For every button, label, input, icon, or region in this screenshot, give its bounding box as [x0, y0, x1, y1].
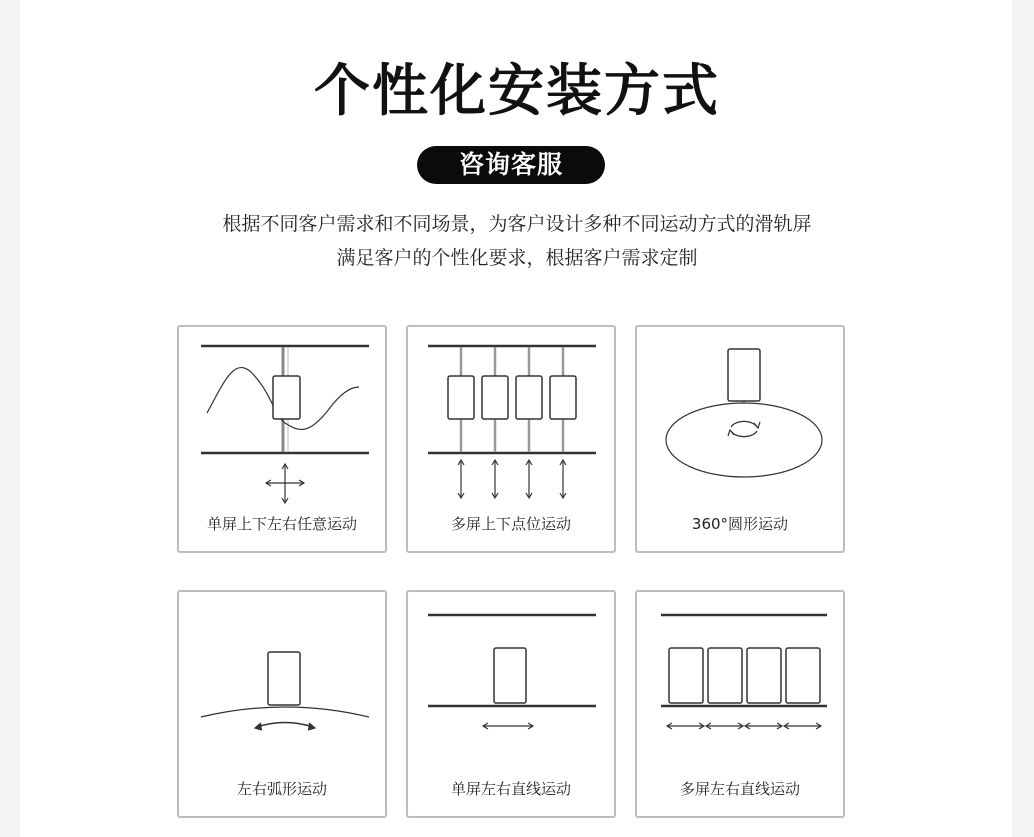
- description-line-2: 满足客户的个性化要求，根据客户需求定制: [336, 247, 698, 269]
- card-label: 左右弧形运动: [236, 780, 327, 798]
- card-single-screen-free-motion[interactable]: [177, 325, 387, 553]
- consult-button[interactable]: 咨询客服: [417, 146, 605, 184]
- card-multi-screen-vertical-motion[interactable]: [406, 325, 616, 553]
- card-label: 单屏左右直线运动: [450, 780, 571, 798]
- description-line-1: 根据不同客户需求和不同场景，为客户设计多种不同运动方式的滑轨屏: [222, 213, 812, 235]
- card-label: 单屏上下左右任意运动: [206, 515, 357, 533]
- card-multi-screen-linear-motion[interactable]: [635, 590, 845, 818]
- card-label: 360°圆形运动: [691, 515, 789, 533]
- card-label: 多屏左右直线运动: [679, 780, 800, 798]
- card-single-screen-linear-motion[interactable]: [406, 590, 616, 818]
- card-arc-motion[interactable]: [177, 590, 387, 818]
- page-title: 个性化安装方式: [314, 59, 720, 124]
- page: [20, 0, 1012, 837]
- card-circular-motion[interactable]: [635, 325, 845, 553]
- card-label: 多屏上下点位运动: [450, 515, 571, 533]
